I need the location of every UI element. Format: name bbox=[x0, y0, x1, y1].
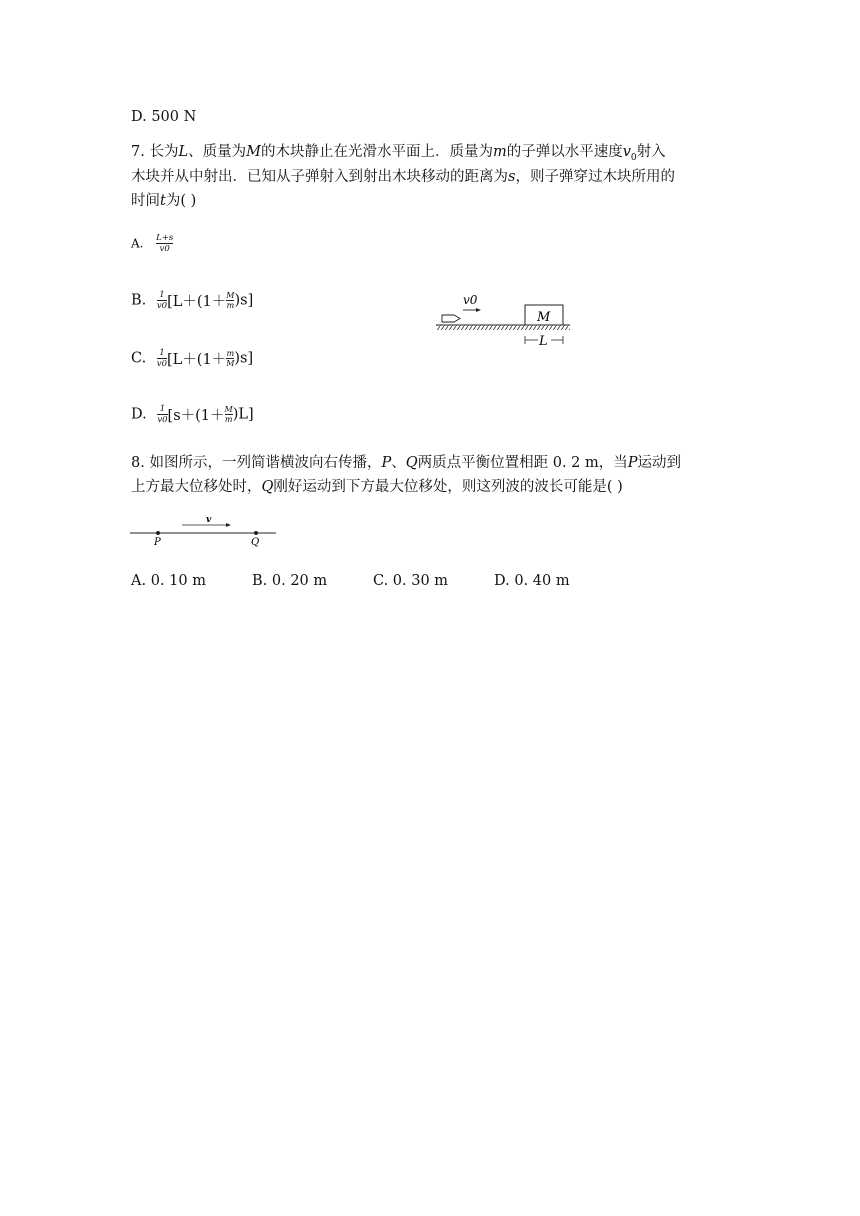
fraction-numerator: 1 bbox=[159, 404, 166, 414]
var-v: v bbox=[622, 144, 631, 160]
q8-option-c: C. 0. 30 m bbox=[373, 573, 449, 589]
fraction-denominator: M bbox=[226, 359, 235, 368]
q7-text: 的子弹以水平速度 bbox=[506, 144, 623, 160]
q7-text: 7. 长为 bbox=[131, 144, 179, 160]
var-sub: 0 bbox=[630, 152, 637, 163]
fraction-numerator: 1 bbox=[159, 290, 165, 300]
q8-text: 运动到 bbox=[637, 455, 682, 471]
q8-option-d: D. 0. 40 m bbox=[494, 573, 570, 589]
point-q bbox=[254, 531, 258, 535]
var-P: P bbox=[627, 455, 638, 471]
var-L: L bbox=[178, 144, 189, 160]
fraction-denominator: m bbox=[224, 415, 233, 424]
q7-text: ，则子弹穿过木块所用的 bbox=[515, 169, 675, 185]
point-p-label: P bbox=[154, 537, 161, 548]
arrowhead-icon bbox=[226, 523, 231, 527]
q6-option-d: D. 500 N bbox=[131, 109, 197, 125]
fraction-denominator: v0 bbox=[157, 415, 168, 425]
fraction bbox=[156, 233, 173, 254]
velocity-label: v bbox=[206, 515, 212, 525]
option-label: A. bbox=[131, 236, 144, 251]
expression: [s＋(1＋ bbox=[167, 408, 225, 424]
q8-text: 8. 如图所示，一列简谐横波向右传播， bbox=[131, 455, 382, 471]
expression: [L＋(1＋ bbox=[167, 294, 227, 310]
q7-option-c bbox=[131, 348, 253, 369]
fraction bbox=[157, 290, 167, 311]
option-label: C. bbox=[131, 350, 147, 367]
fraction-numerator: m bbox=[226, 349, 235, 358]
q7-text: 射入 bbox=[636, 144, 666, 160]
q7-line-3 bbox=[131, 191, 196, 211]
q7-text: 木块并从中射出．已知从子弹射入到射出木块移动的距离为 bbox=[131, 169, 508, 185]
q7-text: 的木块静止在光滑水平面上．质量为 bbox=[260, 144, 493, 160]
q8-text: 刚好运动到下方最大位移处，则这列波的波长可能是( ) bbox=[273, 479, 623, 495]
expression: )s] bbox=[234, 350, 254, 367]
fraction-numerator: M bbox=[224, 405, 233, 414]
q7-line-1 bbox=[131, 142, 666, 168]
fraction-numerator: 1 bbox=[159, 348, 165, 358]
expression: [L＋(1＋ bbox=[167, 352, 227, 368]
var-Q: Q bbox=[261, 479, 274, 495]
fraction-denominator: v0 bbox=[156, 301, 168, 311]
q7-figure bbox=[436, 290, 576, 350]
ground-hatch bbox=[436, 325, 570, 330]
fraction bbox=[157, 404, 167, 425]
fraction-denominator: v0 bbox=[156, 359, 168, 369]
point-q-label: Q bbox=[251, 537, 260, 548]
bullet-icon bbox=[442, 315, 460, 322]
q7-option-a bbox=[131, 233, 173, 254]
fraction-denominator: m bbox=[226, 301, 235, 310]
inner-fraction bbox=[225, 405, 233, 424]
expression: )s] bbox=[234, 292, 254, 309]
q7-option-d bbox=[131, 404, 254, 425]
q7-text: 为( ) bbox=[165, 193, 197, 209]
arrowhead-icon bbox=[476, 308, 481, 312]
option-label: B. bbox=[131, 292, 147, 309]
q7-line-2 bbox=[131, 167, 675, 187]
q8-text: 两质点平衡位置相距 0. 2 m，当 bbox=[417, 455, 628, 471]
q8-line-2 bbox=[131, 477, 623, 497]
fraction bbox=[157, 348, 167, 369]
fraction-numerator: M bbox=[226, 291, 235, 300]
q8-option-b: B. 0. 20 m bbox=[252, 573, 328, 589]
var-t: t bbox=[160, 193, 166, 209]
q8-text: 、 bbox=[391, 455, 406, 471]
var-P: P bbox=[381, 455, 392, 471]
fraction-numerator: L+s bbox=[156, 233, 174, 243]
q8-option-a: A. 0. 10 m bbox=[131, 573, 206, 589]
q8-line-1 bbox=[131, 453, 681, 473]
length-label: L bbox=[539, 334, 548, 349]
expression: )L] bbox=[232, 406, 254, 423]
q8-text: 上方最大位移处时， bbox=[131, 479, 262, 495]
q7-option-b bbox=[131, 290, 253, 311]
var-m: m bbox=[492, 144, 507, 160]
fraction-denominator: v0 bbox=[156, 243, 173, 254]
point-p bbox=[156, 531, 160, 535]
var-Q: Q bbox=[405, 455, 418, 471]
q7-text: 时间 bbox=[131, 193, 160, 209]
option-label: D. bbox=[131, 406, 147, 423]
var-s: s bbox=[508, 169, 516, 185]
q7-text: 、质量为 bbox=[188, 144, 247, 160]
var-M: M bbox=[246, 144, 261, 160]
q8-figure bbox=[130, 512, 280, 548]
block-label: M bbox=[537, 310, 551, 325]
velocity-label: v0 bbox=[463, 293, 478, 307]
